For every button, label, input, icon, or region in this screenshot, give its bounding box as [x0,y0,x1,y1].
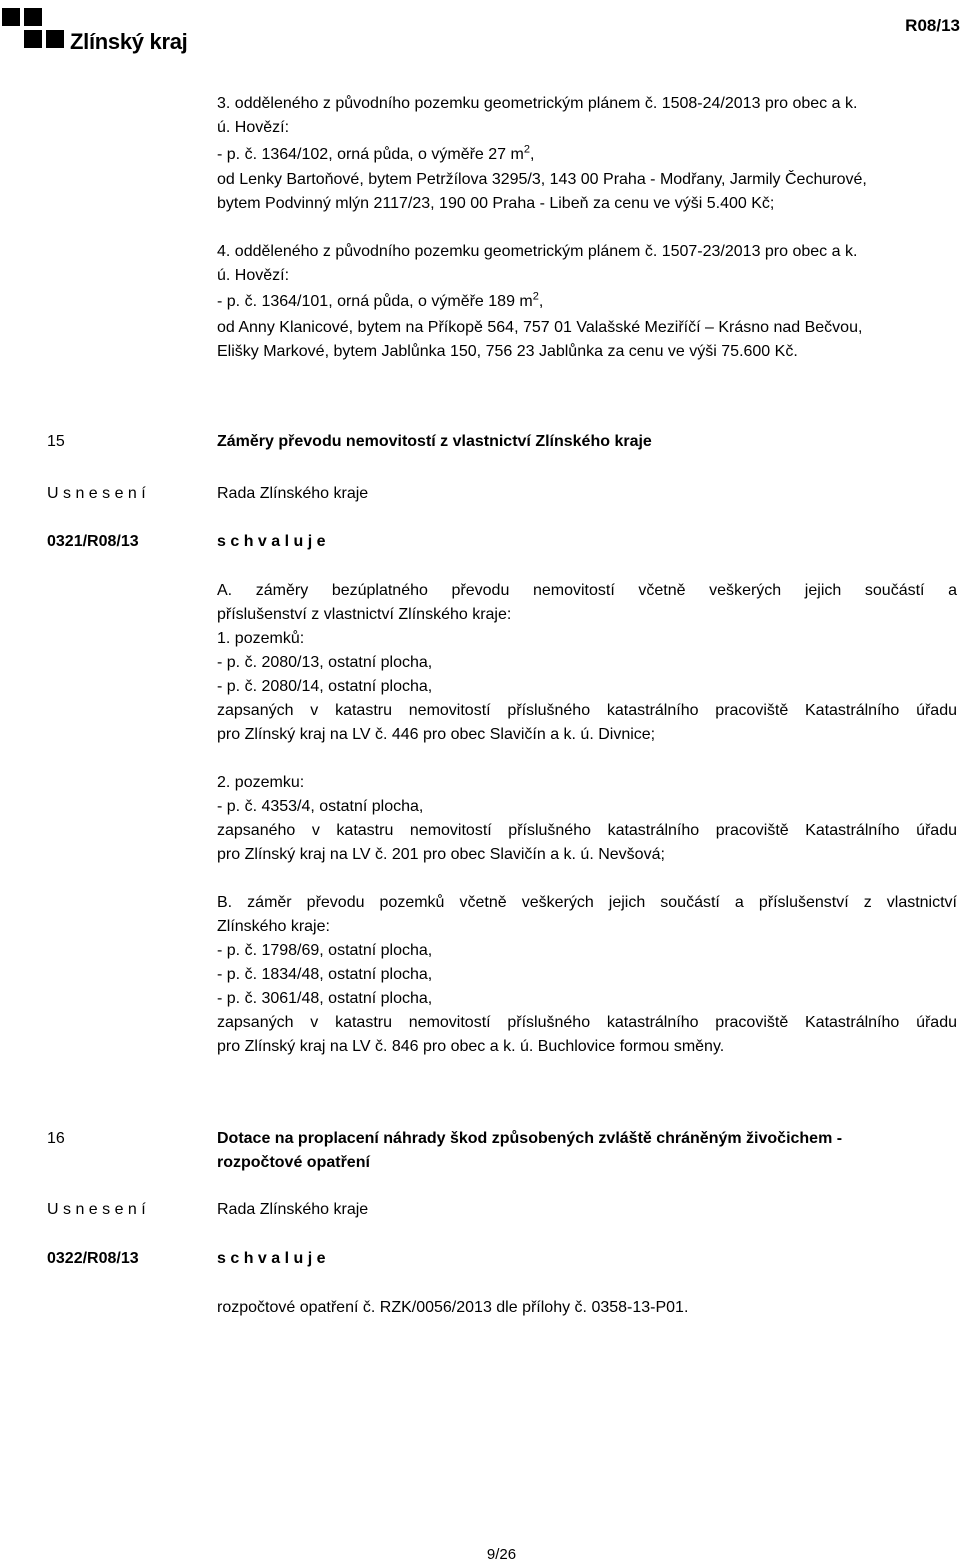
resolution-line: - p. č. 4353/4, ostatní plocha, [217,798,424,815]
resolution-line: Zlínského kraje: [217,918,330,935]
resolution-line: - p. č. 1798/69, ostatní plocha, [217,942,433,959]
resolution-line: příslušenství z vlastnictví Zlínského kraje: [217,606,512,623]
section-number: 16 [47,1130,65,1147]
item3-line2: ú. Hovězí: [217,119,290,136]
item4-line1: 4. odděleného z původního pozemku geometrickým plánem č. 1507-23/2013 pro obec a k. [217,243,858,260]
usneseni-label: U s n e s e n í [47,485,146,502]
resolution-line: zapsaných v katastru nemovitostí příslušného katastrálního pracoviště Katastrálního úřadu [217,702,957,719]
item4-superscript: 2 [532,290,539,303]
resolution-line: pro Zlínský kraj na LV č. 846 pro obec a k. ú. Buchlovice formou směny. [217,1038,725,1055]
item4-line3-text: - p. č. 1364/101, orná půda, o výměře 189 m [217,293,533,310]
page-number: 9/26 [486,1546,517,1563]
resolution-verb: s c h v a l u j e [217,1250,326,1267]
resolution-line: - p. č. 2080/14, ostatní plocha, [217,678,433,695]
resolution-line: pro Zlínský kraj na LV č. 446 pro obec Slavičín a k. ú. Divnice; [217,726,656,743]
resolution-line: A. záměry bezúplatného převodu nemovitostí včetně veškerých jejich součástí a [217,582,957,599]
section-title: Záměry převodu nemovitostí z vlastnictví Zlínského kraje [217,433,652,450]
logo-square-icon [24,8,42,26]
zlinsky-kraj-logo [0,4,200,54]
resolution-line: - p. č. 1834/48, ostatní plocha, [217,966,433,983]
resolution-id: 0321/R08/13 [47,533,139,550]
logo-square-icon [46,30,64,48]
resolution-text: rozpočtové opatření č. RZK/0056/2013 dle přílohy č. 0358-13-P01. [217,1299,689,1316]
issuing-body: Rada Zlínského kraje [217,485,369,502]
usneseni-label: U s n e s e n í [47,1201,146,1218]
item3-line1: 3. odděleného z původního pozemku geometrickým plánem č. 1508-24/2013 pro obec a k. [217,95,858,112]
resolution-line: - p. č. 3061/48, ostatní plocha, [217,990,433,1007]
resolution-line: zapsaného v katastru nemovitostí příslušného katastrálního pracoviště Katastrálního úřadu [217,822,957,839]
item4-line3-end: , [538,293,544,310]
item3-line3-end: , [529,146,535,163]
logo-text: Zlínský kraj [70,29,188,54]
section-title-line2: rozpočtové opatření [217,1154,370,1171]
resolution-verb: s c h v a l u j e [217,533,326,550]
item3-line3 [217,143,534,167]
item4-line3 [217,290,543,314]
item3-superscript: 2 [523,143,530,156]
resolution-id: 0322/R08/13 [47,1250,139,1267]
issuing-body: Rada Zlínského kraje [217,1201,369,1218]
resolution-line: - p. č. 2080/13, ostatní plocha, [217,654,433,671]
item3-line5: bytem Podvinný mlýn 2117/23, 190 00 Praha - Libeň za cenu ve výši 5.400 Kč; [217,195,775,212]
resolution-line: pro Zlínský kraj na LV č. 201 pro obec Slavičín a k. ú. Nevšová; [217,846,665,863]
section-title-line1: Dotace na proplacení náhrady škod způsobených zvláště chráněným živočichem - [217,1130,843,1147]
resolution-line: zapsaných v katastru nemovitostí příslušného katastrálního pracoviště Katastrálního úřadu [217,1014,957,1031]
item3-line3-text: - p. č. 1364/102, orná půda, o výměře 27 m [217,146,524,163]
item4-line5: Elišky Markové, bytem Jablůnka 150, 756 23 Jablůnka za cenu ve výši 75.600 Kč. [217,343,798,360]
item3-line4: od Lenky Bartoňové, bytem Petržílova 3295/3, 143 00 Praha - Modřany, Jarmily Čechurové, [217,171,867,188]
item4-line4: od Anny Klanicové, bytem na Příkopě 564, 757 01 Valašské Meziříčí – Krásno nad Bečvou, [217,319,863,336]
document-id: R08/13 [905,16,960,35]
logo-square-icon [24,30,42,48]
logo-square-icon [2,8,20,26]
resolution-line: 2. pozemku: [217,774,305,791]
item4-line2: ú. Hovězí: [217,267,290,284]
resolution-line: 1. pozemků: [217,630,305,647]
section-number: 15 [47,433,65,450]
resolution-line: B. záměr převodu pozemků včetně veškerých jejich součástí a příslušenství z vlastnictví [217,894,957,911]
